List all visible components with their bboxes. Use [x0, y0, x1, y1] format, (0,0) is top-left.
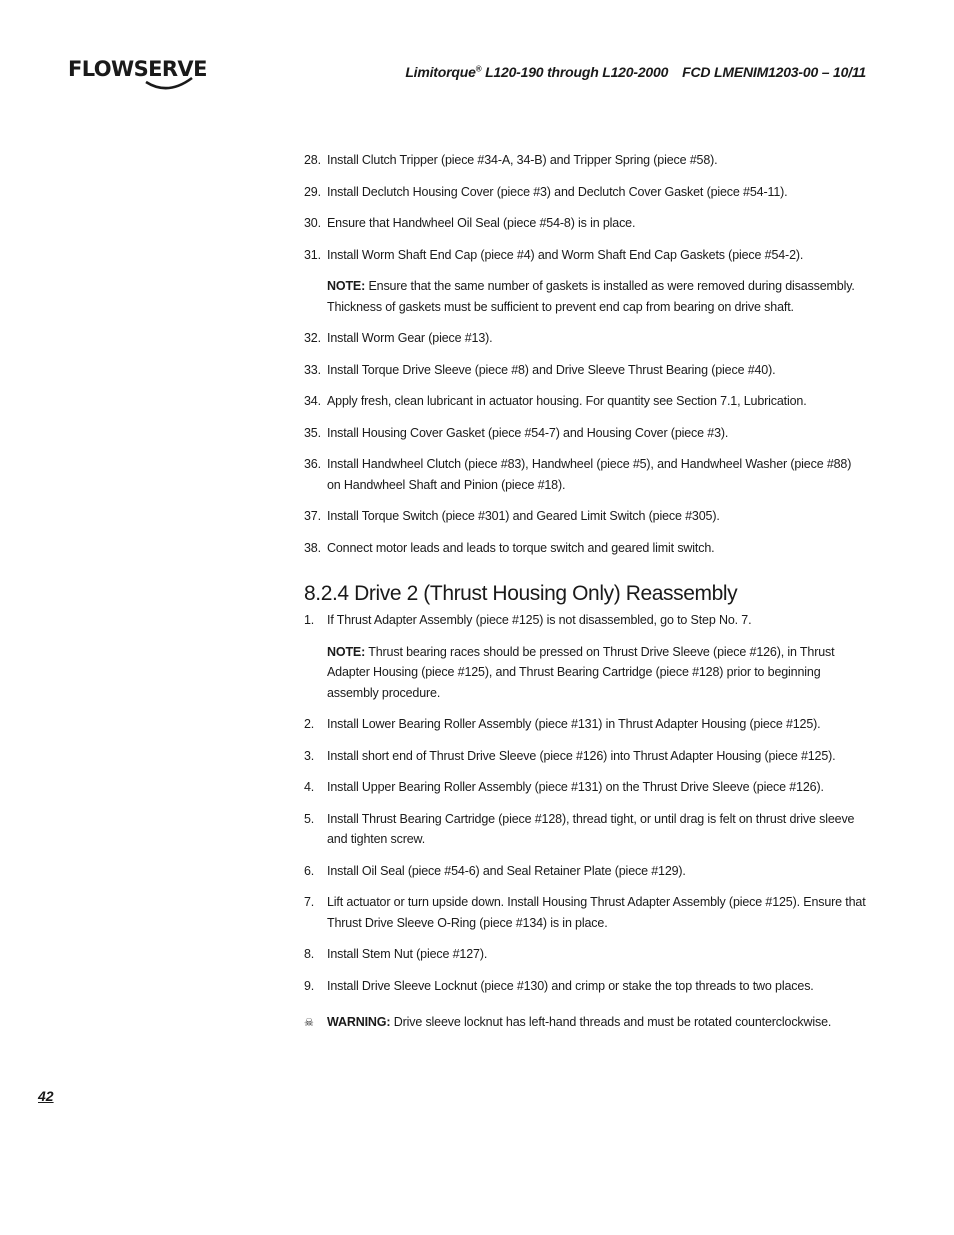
list-item [304, 391, 866, 412]
item-text: Install Oil Seal (piece #54-6) and Seal Retainer Plate (piece #129). [327, 863, 686, 878]
item-number: 35. [304, 425, 321, 440]
item-number: 9. [304, 978, 315, 993]
item-text: Install Handwheel Clutch (piece #83), Handwheel (piece #5), and Handwheel Washer (piece #88) on Handwheel Shaft and Pinion (piece #18). [327, 457, 852, 492]
item-text: Install Stem Nut (piece #127). [327, 947, 488, 961]
item-number: 31. [304, 247, 321, 262]
warning-text: Drive sleeve locknut has left-hand threads and must be rotated counterclockwise. [390, 1015, 832, 1029]
item-text: Install Torque Drive Sleeve (piece #8) and Drive Sleeve Thrust Bearing (piece #40). [327, 362, 776, 377]
item-text: Ensure that Handwheel Oil Seal (piece #54-8) is in place. [327, 216, 636, 230]
item-text: Install Lower Bearing Roller Assembly (piece #131) in Thrust Adapter Housing (piece #125). [327, 717, 821, 731]
warning-label: WARNING: [327, 1015, 391, 1029]
item-text: Install Declutch Housing Cover (piece #3) and Declutch Cover Gasket (piece #54-11). [327, 184, 788, 199]
list-item [304, 506, 866, 527]
item-number: 4. [304, 780, 315, 794]
section-heading: 8.2.4 Drive 2 (Thrust Housing Only) Reassembly [304, 582, 738, 605]
registered-mark: ® [475, 64, 482, 74]
main-content [304, 150, 866, 1033]
item-text: Install short end of Thrust Drive Sleeve (piece #126) into Thrust Adapter Housing (piece #125). [327, 748, 836, 763]
flowserve-logo [68, 48, 208, 96]
item-number: 28. [304, 153, 321, 167]
list-item [304, 861, 866, 882]
list-item [304, 182, 866, 203]
note-bearing-races [304, 642, 866, 704]
item-number: 1. [304, 613, 315, 627]
item-text: Install Worm Shaft End Cap (piece #4) and Worm Shaft End Cap Gaskets (piece #54-2). [327, 247, 804, 262]
item-number: 29. [304, 184, 321, 199]
item-text: Install Upper Bearing Roller Assembly (piece #131) on the Thrust Drive Sleeve (piece #126). [327, 780, 824, 794]
list-item [304, 538, 866, 559]
logo-swoosh-icon [68, 48, 208, 96]
item-number: 2. [304, 717, 315, 731]
list-item [304, 944, 866, 965]
skull-crossbones-icon: ☠ [304, 1017, 314, 1029]
list-item [304, 976, 866, 997]
note-gaskets [304, 276, 866, 317]
header-range: L120-190 through L120-2000 [481, 64, 669, 80]
item-text: Install Housing Cover Gasket (piece #54-7) and Housing Cover (piece #3). [327, 425, 729, 440]
note-text: Thrust bearing races should be pressed on Thrust Drive Sleeve (piece #126), in Thrust Adapter Housing (piece #125), and Thrust Bearing Cartridge (piece #128) prior to beginning assembly procedure. [327, 644, 835, 700]
list-item [304, 714, 866, 735]
item-number: 36. [304, 457, 321, 471]
list-item [304, 245, 866, 266]
item-number: 34. [304, 394, 321, 408]
item-number: 33. [304, 362, 321, 377]
list-item [304, 777, 866, 798]
list-item [304, 892, 866, 933]
list-item [304, 610, 866, 631]
page-number: 42 [38, 1088, 54, 1104]
item-text: Lift actuator or turn upside down. Install Housing Thrust Adapter Assembly (piece #125). Ensure that Thrust Drive Sleeve O-Ring (piece #134) is in place. [327, 895, 866, 930]
list-item [304, 360, 866, 381]
item-number: 8. [304, 947, 315, 961]
item-text: Install Clutch Tripper (piece #34-A, 34-B) and Tripper Spring (piece #58). [327, 153, 718, 167]
item-text: Install Thrust Bearing Cartridge (piece #128), thread tight, or until drag is felt on thrust drive sleeve and tighten screw. [327, 811, 855, 846]
item-number: 38. [304, 540, 321, 555]
item-number: 30. [304, 216, 321, 230]
list-item [304, 328, 866, 349]
item-number: 32. [304, 331, 321, 345]
item-text: If Thrust Adapter Assembly (piece #125) is not disassembled, go to Step No. 7. [327, 613, 752, 627]
list-item [304, 213, 866, 234]
logo-wordmark: FLOWSERVE [68, 57, 207, 81]
item-number: 37. [304, 509, 321, 523]
page-header [405, 64, 866, 80]
item-text: Apply fresh, clean lubricant in actuator housing. For quantity see Section 7.1, Lubrication. [327, 394, 807, 408]
item-text: Install Drive Sleeve Locknut (piece #130) and crimp or stake the top threads to two places. [327, 978, 814, 993]
item-text: Connect motor leads and leads to torque switch and geared limit switch. [327, 540, 715, 555]
item-number: 5. [304, 811, 315, 826]
list-item [304, 454, 866, 495]
item-text: Install Worm Gear (piece #13). [327, 331, 493, 345]
item-text: Install Torque Switch (piece #301) and Geared Limit Switch (piece #305). [327, 509, 720, 523]
list-item [304, 423, 866, 444]
note-text: Ensure that the same number of gaskets is installed as were removed during disassembly. Thickness of gaskets must be sufficient to prevent end cap from bearing on drive shaft. [327, 279, 855, 314]
list-item [304, 809, 866, 850]
header-product: Limitorque [405, 64, 476, 80]
list-item [304, 150, 866, 171]
item-number: 3. [304, 748, 315, 763]
item-number: 7. [304, 895, 315, 909]
note-label: NOTE: [327, 279, 366, 293]
item-number: 6. [304, 863, 315, 878]
list-item [304, 746, 866, 767]
warning-callout [304, 1012, 866, 1033]
header-doc-code: FCD LMENIM1203-00 – 10/11 [682, 64, 866, 80]
note-label: NOTE: [327, 644, 366, 659]
